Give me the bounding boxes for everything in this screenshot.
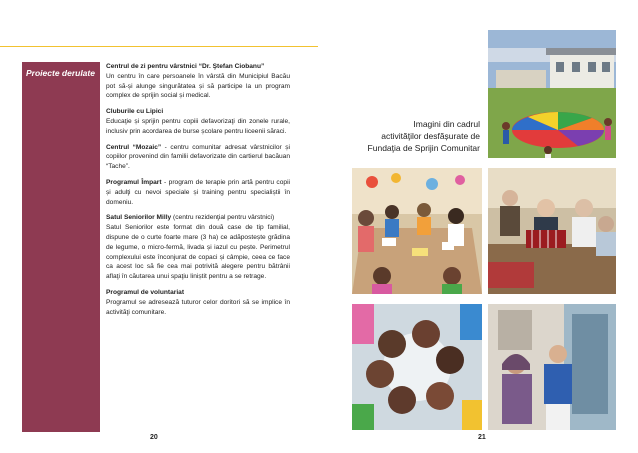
project-volunteer-title: Programul de voluntariat <box>106 288 185 296</box>
project-milly <box>106 213 290 282</box>
page-number-left: 20 <box>150 434 158 441</box>
photo-women-doorway <box>488 304 616 430</box>
photo-accordion-seniors <box>488 168 616 294</box>
project-milly-body: Satul Seniorilor este format din două case de tip familial, dispune de o curte foarte mare (3 ha) ce adăpostește grădina de legume, o micro-fermă, livada și iazul cu pește. Perimetrul complexului este înconjurat de copaci și câmpie, ceea ce face ca acest loc să fie cea mai potrivită alegere pentru bătrânii aflaţi în căutarea unui spaţiu liniștit pentru a se retrage. <box>106 224 290 281</box>
section-label: Proiecte derulate <box>26 68 95 78</box>
photo-children-circle <box>352 304 482 430</box>
project-impart-body: - program de terapie prin artă pentru copii și adulţi cu nevoi speciale și training pentru specialiștii în domeniu. <box>106 178 290 206</box>
project-mozaic-title: Centrul “Mozaic” <box>106 143 162 151</box>
project-milly-title: Satul Seniorilor Milly <box>106 214 172 222</box>
project-impart-title: Programul Împart <box>106 178 162 186</box>
caption-line-1: Imagini din cadrul <box>413 119 480 129</box>
page-number-right: 21 <box>478 434 486 441</box>
projects-column <box>106 62 290 323</box>
caption-line-2: activităţilor desfășurate de <box>381 131 480 141</box>
photo-craft-table <box>352 168 482 294</box>
project-mozaic <box>106 143 290 172</box>
photo-caption <box>330 118 480 154</box>
project-clubs <box>106 107 290 136</box>
project-center <box>106 62 290 101</box>
project-mozaic-body: - centru comunitar adresat vârstnicilor și copiilor provenind din familii defavorizate din cartierul bacăuan “Tache”. <box>106 143 290 171</box>
section-sidebar <box>22 62 100 432</box>
caption-line-3: Fundaţia de Sprijin Comunitar <box>367 143 480 153</box>
project-center-body: Un centru în care persoanele în vârstă din Municipiul Bacău pot să-și alunge singurătatea și să participe la un program complex de sprijin social și medical. <box>106 72 290 100</box>
project-volunteer-body: Programul se adresează tuturor celor doritori să se implice în activităţi comunitare. <box>106 298 290 316</box>
top-rule <box>0 46 318 47</box>
project-clubs-title: Cluburile cu Lipici <box>106 108 164 116</box>
project-volunteer <box>106 288 290 317</box>
project-impart <box>106 178 290 207</box>
project-milly-note: (centru rezidenţial pentru vârstnici) <box>171 214 275 222</box>
project-center-title: Centrul de zi pentru vârstnici “Dr. Ştefan Ciobanu” <box>106 63 265 70</box>
project-clubs-body: Educaţie și sprijin pentru copiii defavorizaţi din zonele rurale, inclusiv prin acordarea de burse școlare pentru liceenii săraci. <box>106 117 290 135</box>
photo-parachute-game <box>488 30 616 158</box>
